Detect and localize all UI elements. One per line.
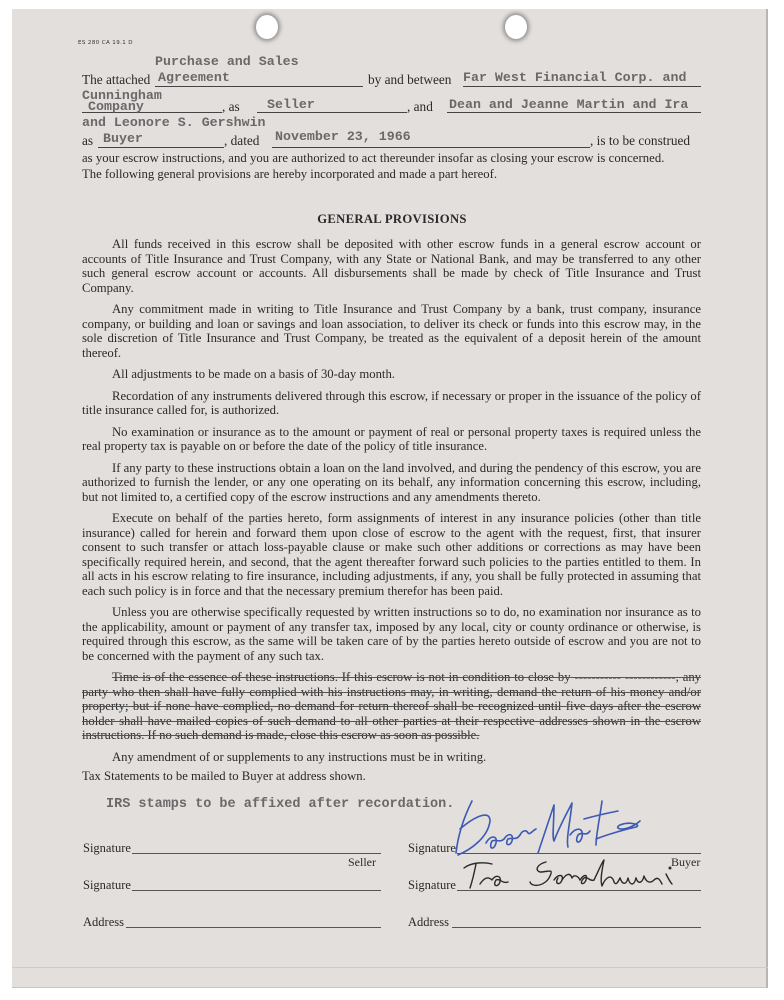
buyer-role-label: Buyer [671,855,701,869]
provision-funds: All funds received in this escrow shall be deposited with other escrow funds in a general escrow account or accounts of Title Insurance and Trust Company, with any State or National Bank, and may be transferred to any other such general escrow account or accounts. All disbursements shall be made by check of Title Insurance and Trust Company. [82,237,701,295]
tax-statements-note: Tax Statements to be mailed to Buyer at address shown. [82,769,366,783]
provision-taxes: No examination or insurance as to the amount or payment of real or personal property taxes is required unless the real property tax is payable on or before the date of the policy of title insurance. [82,424,701,453]
text-dated: , dated [224,133,260,148]
text-as-1: , as [222,99,240,114]
party2-line2: and Leonore S. Gershwin [82,115,266,130]
role2-buyer: Buyer [103,131,143,146]
date-fill-line [272,147,590,148]
seller-role-label: Seller [348,855,376,869]
role2-fill-line [98,147,224,148]
agreement-type-line2: Agreement [158,70,230,85]
seller-signature-2-line[interactable] [132,890,381,891]
party1-line2: Cunningham [82,88,162,103]
struck-blank-2: ------------ [624,670,676,684]
struck-text-part1: Time is of the essence of these instructions. If this escrow is not in condition to close by [112,670,571,684]
text-construed: , is to be construed [590,133,691,148]
text-and: , and [407,99,433,114]
provisions-body [82,237,701,791]
text-as-2: as [82,133,94,148]
party2-line1: Dean and Jeanne Martin and Ira [449,97,689,112]
role1-fill-line [257,112,407,113]
provision-insurance: Execute on behalf of the parties hereto, form assignments of interest in any insurance policies (other than title insurance) called for herein and forward them upon close of escrow to the agent with the request, first, that insurer consent to such transfer or attach loss-payable clause or make such other additions or corrections as may have been specifically required herein, and second, that the agent thereafter forward such policies to the parties entitled to them. In all acts in his escrow relating to fire insurance, including adjustments, if any, you shall be fully protected in assuming that each such policy is in force and that the necessary premium therefor has been paid. [82,511,701,598]
text-general-provisions-intro: The following general provisions are hereby incorporated and made a part hereof. [82,167,497,181]
agreement-fill-line [155,86,363,87]
buyer-signature-1-label: Signature [408,841,456,855]
text-between: by and between [368,72,452,87]
seller-signature-1-label: Signature [83,841,131,855]
party1-line1: Far West Financial Corp. and [463,70,687,85]
buyer-signature-2-label: Signature [408,878,456,892]
struck-blank-1: ----------- [574,670,622,684]
handwritten-signature-ira-gershwin [462,858,702,894]
text-escrow-instructions: as your escrow instructions, and you are authorized to act thereunder insofar as closing your escrow is concerned. [82,151,665,165]
irs-stamps-note: IRS stamps to be affixed after recordation. [106,797,455,812]
buyer-address-line[interactable] [452,927,701,928]
seller-address-line[interactable] [126,927,381,928]
section-heading: GENERAL PROVISIONS [317,212,467,226]
provision-transfer-tax: Unless you are otherwise specifically requested by written instructions so to do, no examination nor insurance as to the applicability, amount or payment of any transfer tax, imposed by any local, city or county ordinance or otherwise, is required through this escrow, as the same will be taken care of by the parties hereto outside of escrow and you are not to be concerned with the payment of any such tax. [82,605,701,663]
struck-text-part2: , any party who then shall have fully complied with his instructions may, in writing, demand the return of his money and/or property; but if none have complied, no demand for return thereof shall be recognized until five days after the escrow holder shall have mailed copies of such demand to all other parties at their respective addresses shown in the escrow instructions. If no such demand is made, close this escrow as soon as possible. [82,670,702,742]
role1-seller: Seller [267,97,315,112]
party2-fill-line [447,112,701,113]
punch-hole-right [505,15,527,39]
party1-fill-line [463,86,701,87]
agreement-type-line1: Purchase and Sales [155,54,299,69]
provision-commitment: Any commitment made in writing to Title Insurance and Trust Company by a bank, trust company, insurance company, or building and loan or savings and loan association, to deliver its check or funds into this escrow may, in the sole discretion of Title Insurance and Trust Company, be treated as the equivalent of a deposit herein of the amount thereof. [82,302,701,360]
provision-time-essence-struck [82,670,701,743]
form-number: ES 280 CA 19.1 D [78,40,133,46]
buyer-address-label: Address [408,915,449,929]
provision-adjustments: All adjustments to be made on a basis of 30-day month. [112,367,395,381]
fold-crease [12,967,768,968]
party1-line3: Company [88,99,144,114]
punch-hole-left [256,15,278,39]
seller-signature-2-label: Signature [83,878,131,892]
handwritten-signature-dean-martin [450,795,690,865]
provision-recordation: Recordation of any instruments delivered through this escrow, if necessary or proper in the issuance of the policy of title insurance called for, is authorized. [82,388,701,417]
provision-amendment: Any amendment of or supplements to any instructions must be in writing. [112,749,487,764]
date-value: November 23, 1966 [275,129,411,144]
provision-loan: If any party to these instructions obtain a loan on the land involved, and during the pendency of this escrow, you are authorized to furnish the lender, or any one operating on its behalf, any information concerning this escrow, including, but not limited to, a certified copy of the escrow instructions and any amendments thereto. [82,460,701,504]
seller-signature-1-line[interactable] [132,853,381,854]
seller-address-label: Address [83,915,124,929]
text-attached: The attached [82,72,151,87]
